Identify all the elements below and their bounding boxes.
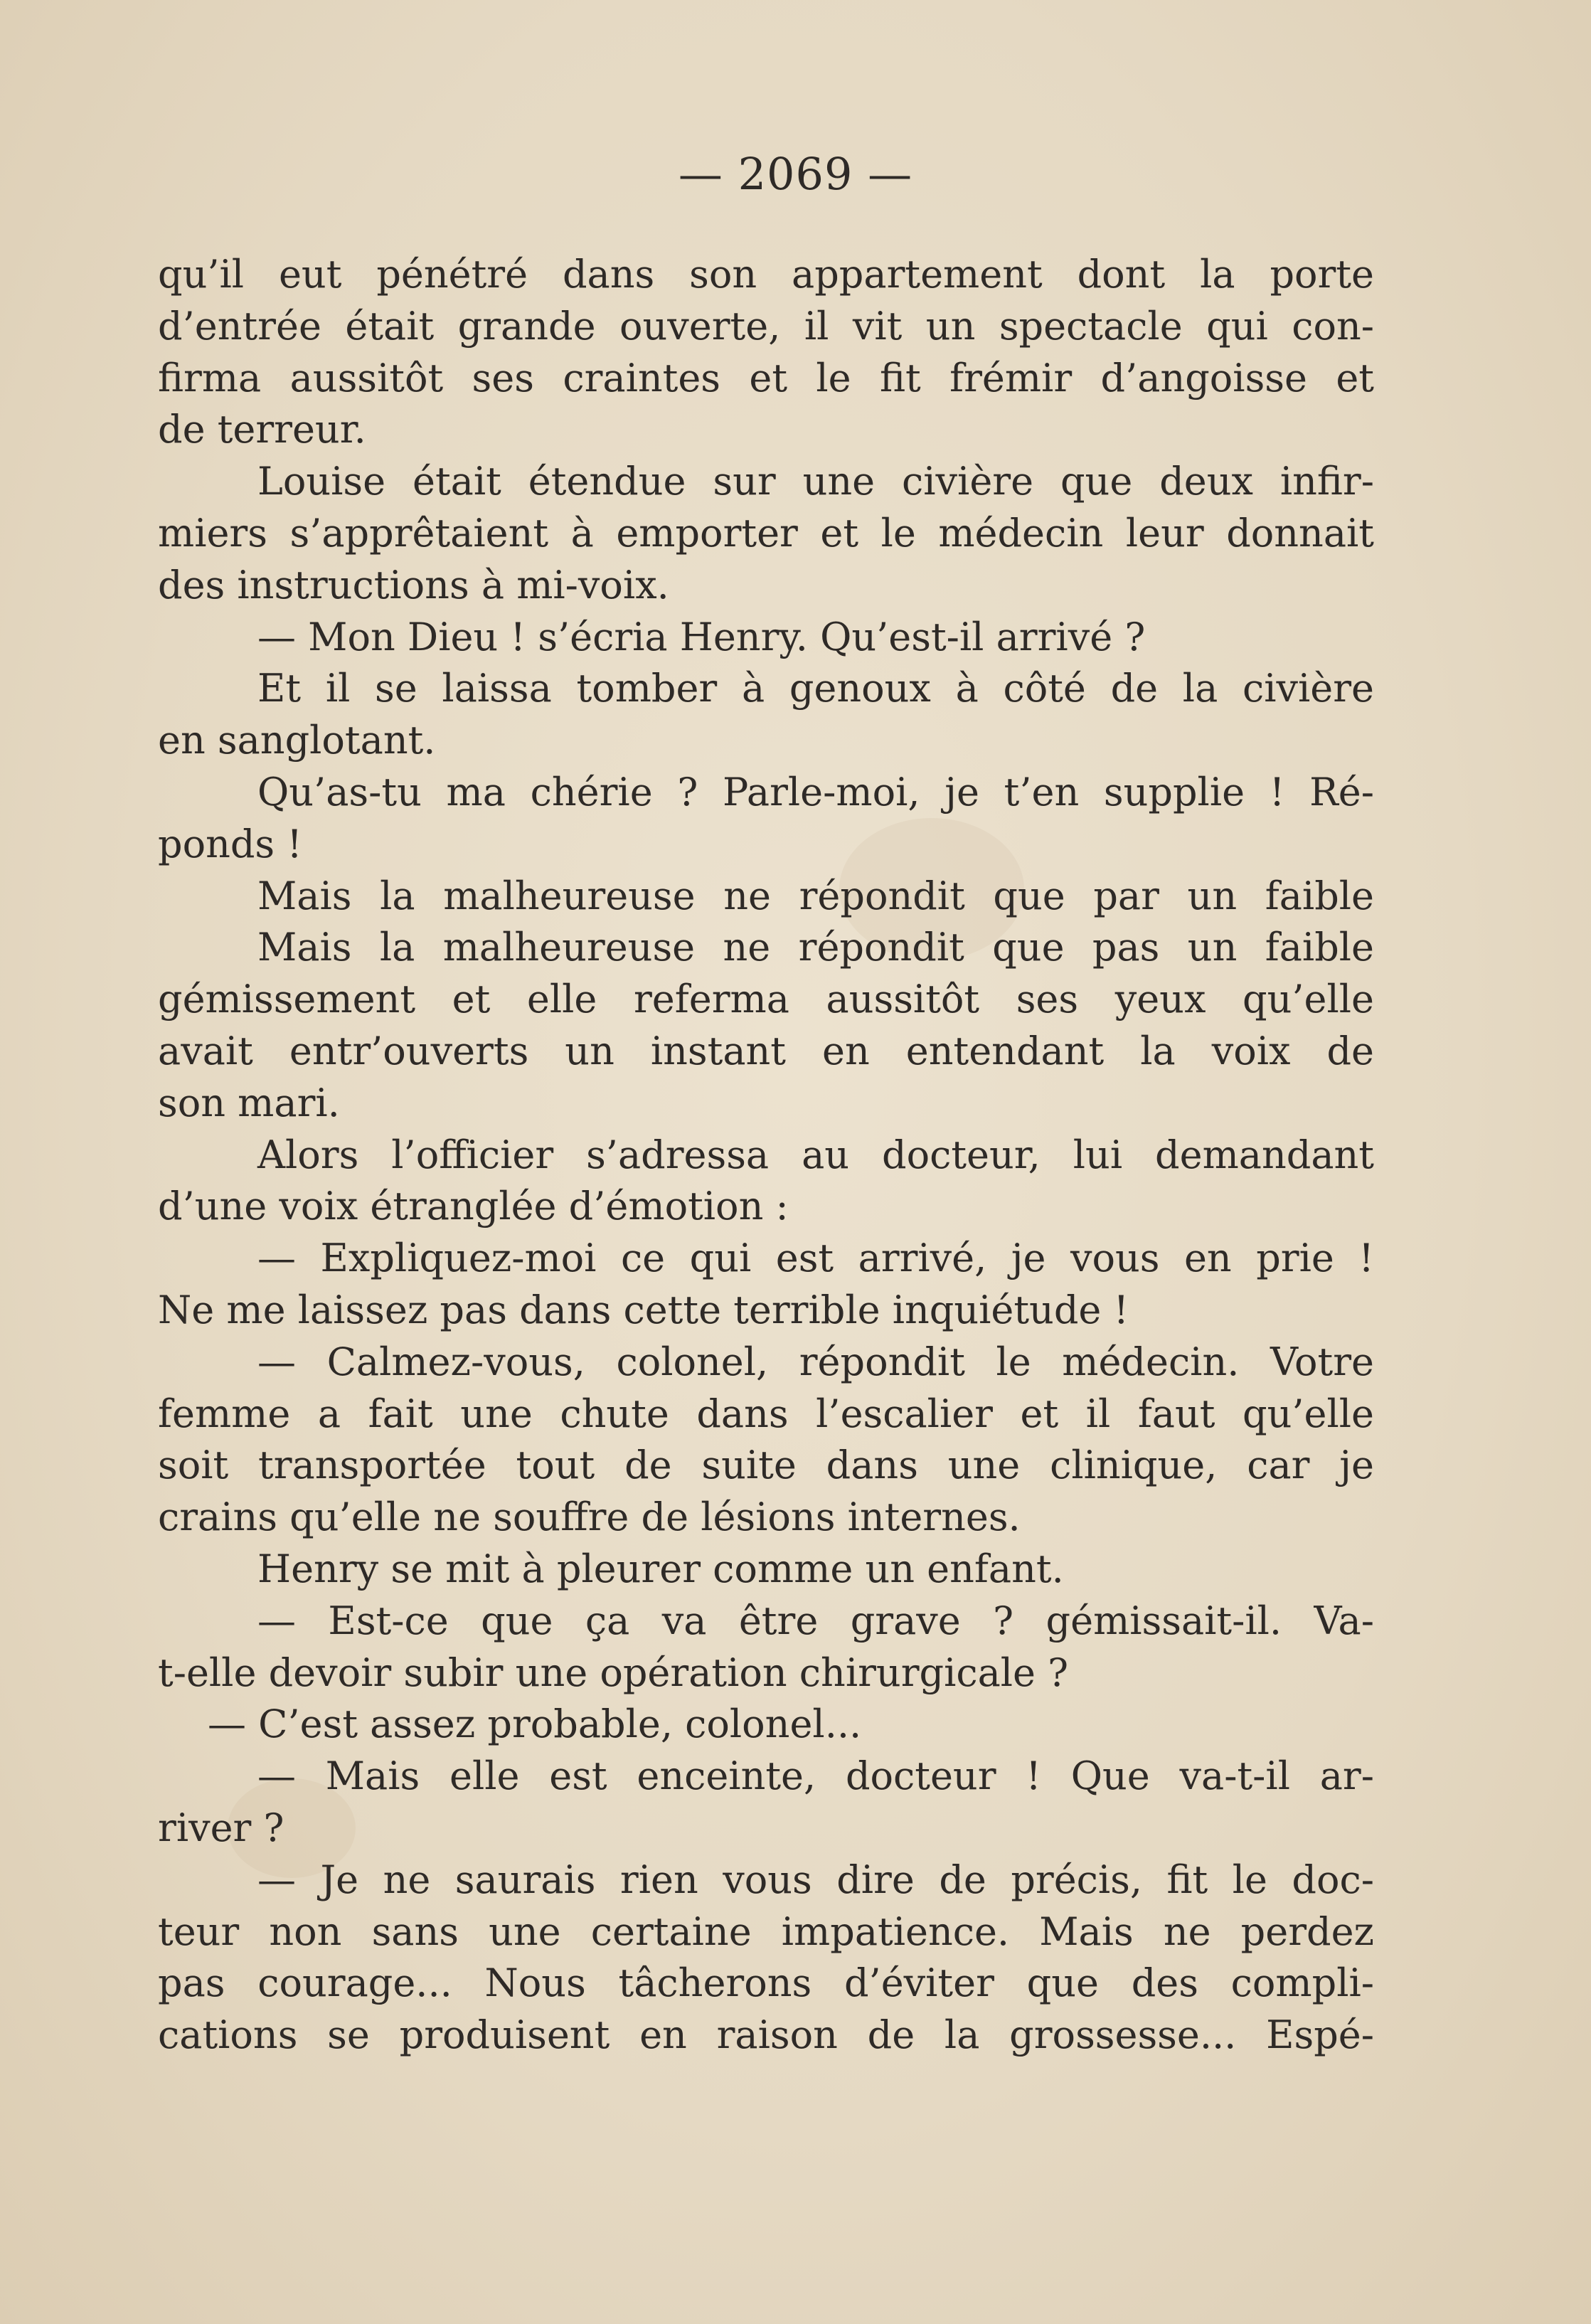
- text-line: Ne me laissez pas dans cette terrible inquiétude !: [158, 1287, 1129, 1332]
- text-line: — Je ne saurais rien vous dire de précis, fit le doc-: [257, 1857, 1374, 1902]
- text-line: soit transportée tout de suite dans une clinique, car je: [158, 1443, 1374, 1488]
- text-line: de terreur.: [158, 407, 366, 452]
- text-line: Alors l’officier s’adressa au docteur, lui demandant: [257, 1132, 1374, 1177]
- text-line: avait entr’ouverts un instant en entendant la voix de: [158, 1028, 1374, 1073]
- text-line: Qu’as-tu ma chérie ? Parle-moi, je t’en supplie ! Ré-: [257, 769, 1374, 815]
- text-line: Louise était étendue sur une civière que deux infir-: [257, 459, 1374, 504]
- text-line: Henry se mit à pleurer comme un enfant.: [257, 1546, 1064, 1591]
- text-line: miers s’apprêtaient à emporter et le médecin leur donnait: [158, 510, 1374, 556]
- text-line: femme a fait une chute dans l’escalier et il faut qu’elle: [158, 1391, 1374, 1436]
- text-line: teur non sans une certaine impatience. Mais ne perdez: [158, 1909, 1374, 1954]
- text-line: — Expliquez-moi ce qui est arrivé, je vous en prie !: [257, 1236, 1374, 1281]
- text-line: river ?: [158, 1805, 284, 1850]
- text-line: — Calmez-vous, colonel, répondit le médecin. Votre: [257, 1339, 1374, 1384]
- text-line: — Est-ce que ça va être grave ? gémissait-il. Va-: [257, 1598, 1374, 1643]
- text-line: Mais la malheureuse ne répondit que par un faible: [257, 873, 1374, 918]
- text-line: ponds !: [158, 821, 303, 866]
- text-line: Mais la malheureuse ne répondit que pas un faible: [257, 925, 1374, 970]
- text-line: son mari.: [158, 1080, 340, 1125]
- text-line: — Mon Dieu ! s’écria Henry. Qu’est-il arrivé ?: [257, 614, 1146, 659]
- page-number: — 2069 —: [678, 148, 913, 200]
- text-line: gémissement et elle referma aussitôt ses yeux qu’elle: [158, 977, 1374, 1022]
- text-line: cations se produisent en raison de la grossesse... Espé-: [158, 2012, 1374, 2058]
- text-line: des instructions à mi-voix.: [158, 562, 669, 607]
- text-line: crains qu’elle ne souffre de lésions internes.: [158, 1495, 1021, 1540]
- text-line: qu’il eut pénétré dans son appartement dont la porte: [158, 252, 1374, 297]
- text-line: d’une voix étranglée d’émotion :: [158, 1184, 789, 1229]
- text-line: — Mais elle est enceinte, docteur ! Que va-t-il ar-: [257, 1753, 1374, 1799]
- text-line: firma aussitôt ses craintes et le fit frémir d’angoisse et: [158, 355, 1374, 400]
- text-line: Et il se laissa tomber à genoux à côté de la civière: [257, 666, 1374, 711]
- text-line: d’entrée était grande ouverte, il vit un spectacle qui con-: [158, 303, 1374, 349]
- text-line: pas courage... Nous tâcherons d’éviter que des compli-: [158, 1960, 1374, 2006]
- text-line: — C’est assez probable, colonel...: [208, 1702, 862, 1747]
- text-line: en sanglotant.: [158, 718, 436, 763]
- body-text: [158, 249, 1374, 2062]
- text-line: t-elle devoir subir une opération chirurgicale ?: [158, 1650, 1069, 1695]
